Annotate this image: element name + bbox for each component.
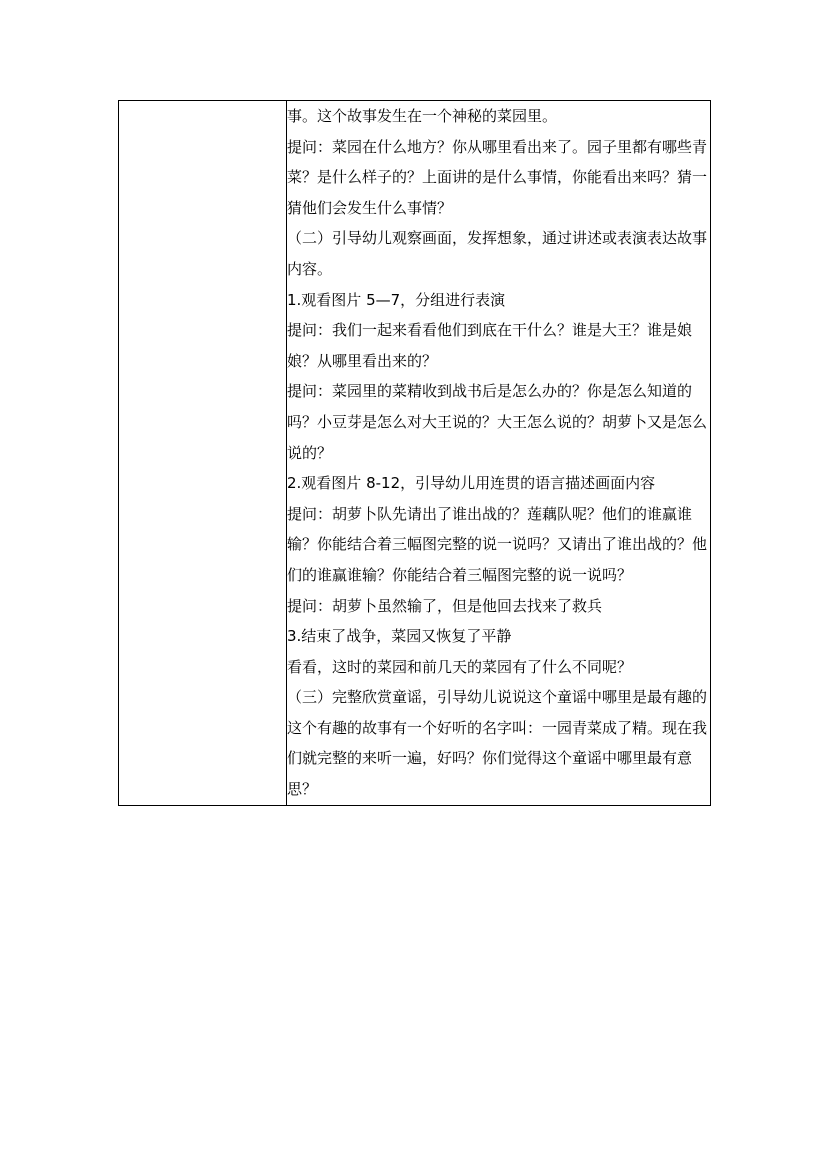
table-row: [119, 101, 711, 806]
lesson-plan-table: [118, 100, 711, 806]
paragraph-section-three: （三）完整欣赏童谣，引导幼儿说说这个童谣中哪里是最有趣的这个有趣的故事有一个好听的名字叫：一园青菜成了精。现在我们就完整的来听一遍，好吗？你们觉得这个童谣中哪里最有意思？: [287, 688, 708, 799]
paragraph-question-garden: 提问：菜园在什么地方？你从哪里看出来了。园子里都有哪些青菜？是什么样子的？上面讲的是什么事情，你能看出来吗？猜一猜他们会发生什么事情？: [287, 137, 708, 217]
paragraph-continuation: 事。这个故事发生在一个神秘的菜园里。: [287, 107, 558, 125]
paragraph-question-king: 提问：我们一起来看看他们到底在干什么？谁是大王？谁是娘娘？从哪里看出来的？: [287, 321, 693, 370]
paragraph-question-battle: 提问：胡萝卜队先请出了谁出战的？莲藕队呢？他们的谁赢谁输？你能结合着三幅图完整的说一说吗？又请出了谁出战的？他们的谁赢谁输？你能结合着三幅图完整的说一说吗？: [287, 504, 708, 584]
content-cell: [287, 101, 711, 806]
paragraph-step-two: 2.观看图片 8-12，引导幼儿用连贯的语言描述画面内容: [287, 474, 656, 493]
left-label-cell: [119, 101, 287, 806]
paragraph-step-three: 3.结束了战争，菜园又恢复了平静: [287, 627, 512, 646]
paragraph-question-carrot: 提问：胡萝卜虽然输了，但是他回去找来了救兵: [287, 596, 603, 615]
paragraph-observe-garden: 看看，这时的菜园和前几天的菜园有了什么不同呢？: [287, 657, 633, 676]
paragraph-step-one: 1.观看图片 5—7，分组进行表演: [287, 290, 506, 309]
paragraph-section-two-heading: （二）引导幼儿观察画面，发挥想象，通过讲述或表演表达故事内容。: [287, 229, 708, 278]
paragraph-question-war-letter: 提问：菜园里的菜精收到战书后是怎么办的？你是怎么知道的吗？小豆芽是怎么对大王说的？大王怎么说的？胡萝卜又是怎么说的？: [287, 382, 708, 462]
